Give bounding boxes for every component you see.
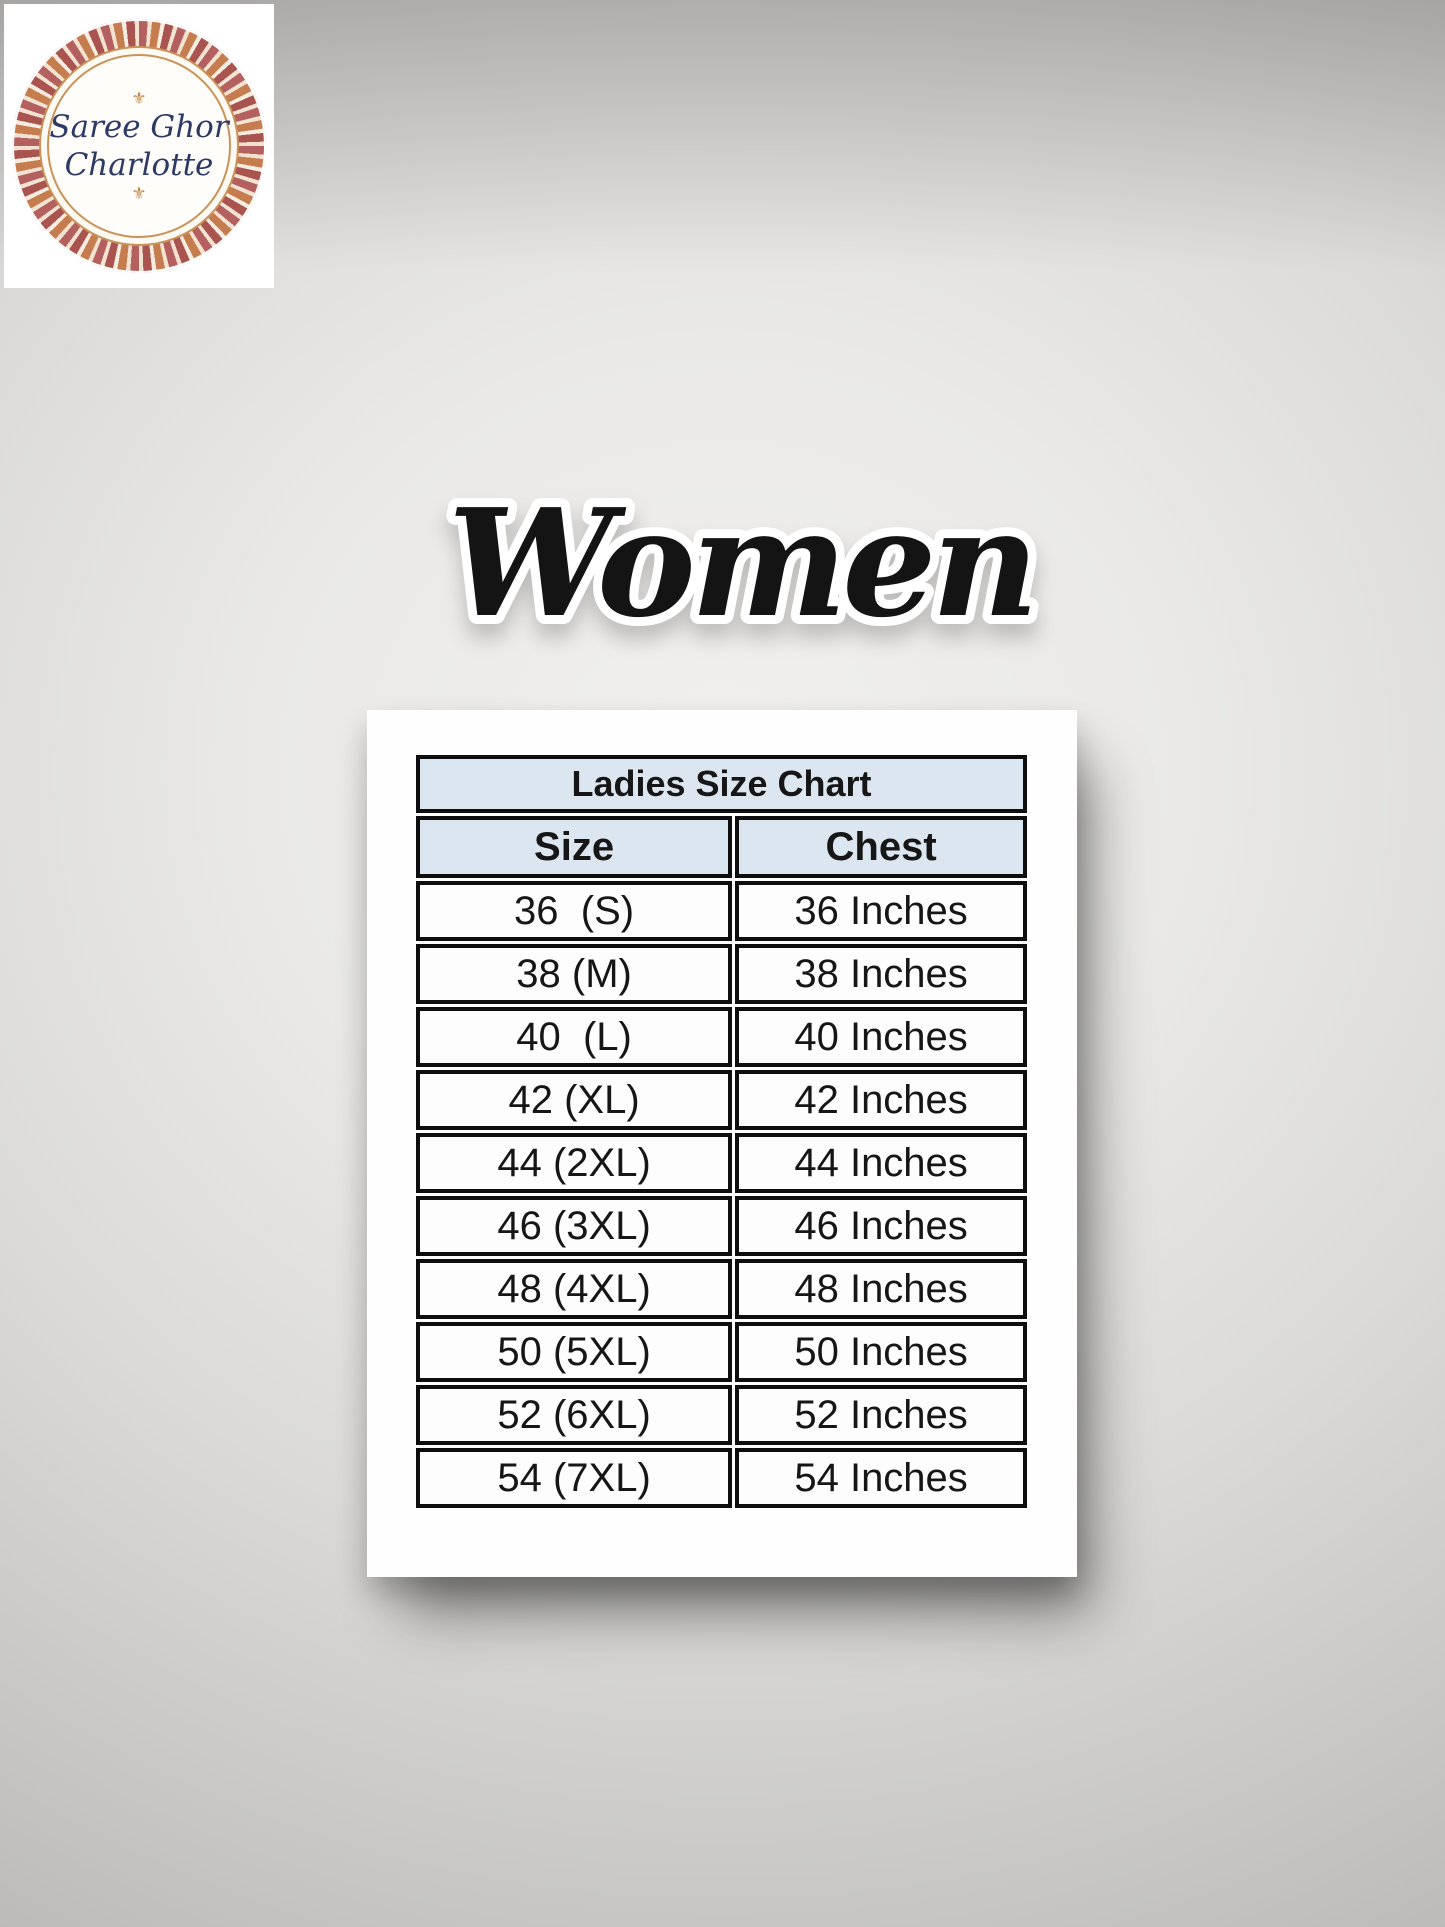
table-row <box>416 1007 1027 1067</box>
chest-cell: 44 Inches <box>735 1133 1027 1193</box>
chest-cell: 54 Inches <box>735 1448 1027 1508</box>
column-header-size: Size <box>416 816 732 878</box>
chest-cell: 46 Inches <box>735 1196 1027 1256</box>
size-cell: 52 (6XL) <box>416 1385 732 1445</box>
table-row <box>416 1385 1027 1445</box>
logo-center <box>47 54 231 238</box>
table-row <box>416 944 1027 1004</box>
size-table-body <box>416 881 1027 1508</box>
chest-cell: 36 Inches <box>735 881 1027 941</box>
table-row <box>416 1196 1027 1256</box>
table-row <box>416 1070 1027 1130</box>
table-row <box>416 881 1027 941</box>
chest-cell: 48 Inches <box>735 1259 1027 1319</box>
size-cell: 38 (M) <box>416 944 732 1004</box>
table-header-row <box>416 816 1027 878</box>
chest-cell: 42 Inches <box>735 1070 1027 1130</box>
size-cell: 48 (4XL) <box>416 1259 732 1319</box>
size-chart-card <box>367 710 1077 1577</box>
table-row <box>416 1133 1027 1193</box>
page-title: Women <box>447 476 1035 650</box>
logo-ornate-frame <box>4 4 274 288</box>
ornament-icon: ⚜ <box>131 89 147 108</box>
table-title-row <box>416 755 1027 813</box>
chest-cell: 50 Inches <box>735 1322 1027 1382</box>
ladies-size-chart-table <box>413 752 1030 1511</box>
size-cell: 36 (S) <box>416 881 732 941</box>
size-cell: 42 (XL) <box>416 1070 732 1130</box>
chest-cell: 40 Inches <box>735 1007 1027 1067</box>
table-row <box>416 1322 1027 1382</box>
women-heading-svg <box>0 455 1445 685</box>
ornament-icon: ⚜ <box>131 184 147 203</box>
chest-cell: 38 Inches <box>735 944 1027 1004</box>
table-title: Ladies Size Chart <box>416 755 1027 813</box>
size-cell: 50 (5XL) <box>416 1322 732 1382</box>
brand-name-line2: Charlotte <box>64 147 214 183</box>
table-row <box>416 1259 1027 1319</box>
women-heading-sticker <box>0 455 1445 685</box>
size-cell: 46 (3XL) <box>416 1196 732 1256</box>
size-cell: 40 (L) <box>416 1007 732 1067</box>
column-header-chest: Chest <box>735 816 1027 878</box>
brand-logo <box>4 4 274 288</box>
size-cell: 54 (7XL) <box>416 1448 732 1508</box>
size-cell: 44 (2XL) <box>416 1133 732 1193</box>
brand-name-line1: Saree Ghor <box>49 109 229 145</box>
chest-cell: 52 Inches <box>735 1385 1027 1445</box>
table-row <box>416 1448 1027 1508</box>
